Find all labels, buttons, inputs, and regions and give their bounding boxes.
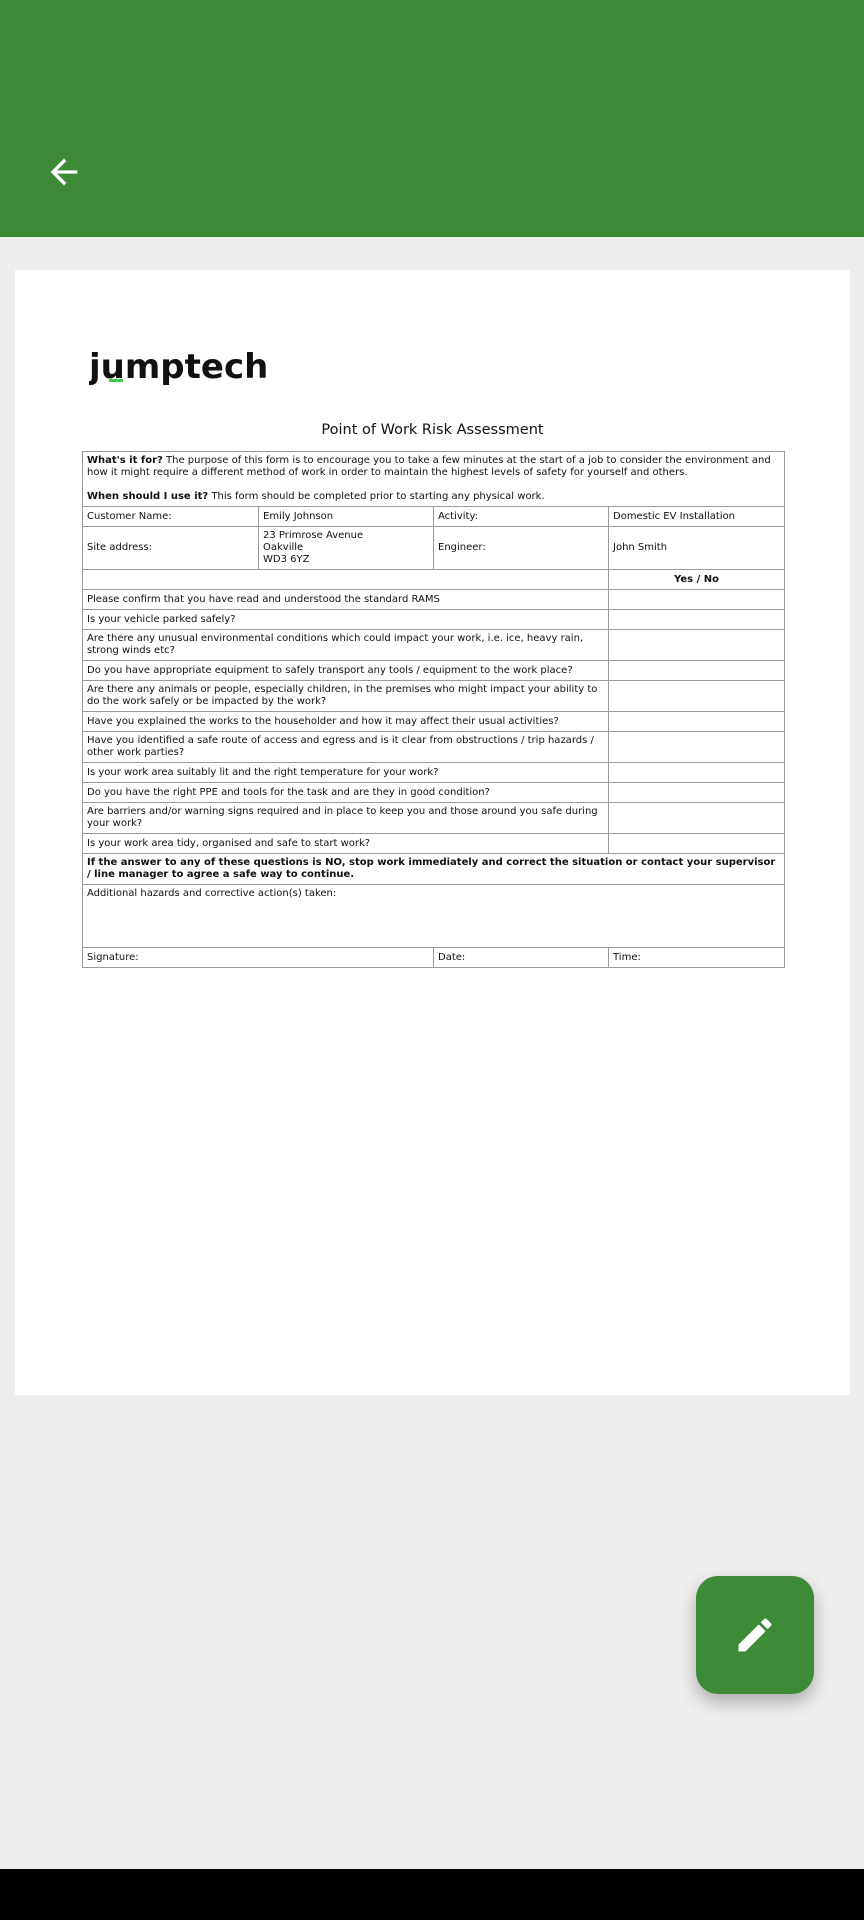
yes-no-header: Yes / No [609, 570, 785, 590]
signature-row [83, 948, 785, 968]
answer-cell[interactable] [609, 712, 785, 732]
answer-cell[interactable] [609, 732, 785, 763]
answer-cell[interactable] [609, 783, 785, 803]
back-button[interactable] [36, 144, 92, 200]
risk-assessment-form [82, 451, 785, 968]
answer-cell[interactable] [609, 590, 785, 610]
site-value: 23 Primrose Avenue Oakville WD3 6YZ [259, 527, 434, 570]
answer-cell[interactable] [609, 834, 785, 854]
answer-cell[interactable] [609, 763, 785, 783]
question-row: Have you identified a safe route of access and egress and is it clear from obstructions / trip hazards / other work parties? [83, 732, 785, 763]
additional-hazards-row [83, 885, 785, 948]
intro-what: What's it for? The purpose of this form is to encourage you to take a few minutes at the start of a job to consider the environment and how it might require a different method of work in order to maintain the highest levels of safety for yourself and others. [87, 455, 771, 478]
question-row: Are there any unusual environmental conditions which could impact your work, i.e. ice, heavy rain, strong winds etc? [83, 630, 785, 661]
question-row: Are there any animals or people, especially children, in the premises who might impact your ability to do the work safely or be impacted by the work? [83, 681, 785, 712]
edit-button[interactable] [696, 1576, 814, 1694]
question-row: Is your vehicle parked safely? [83, 610, 785, 630]
customer-row [83, 507, 785, 527]
activity-value: Domestic EV Installation [609, 507, 785, 527]
warning-row [83, 854, 785, 885]
app-bar [0, 0, 864, 237]
answer-cell[interactable] [609, 681, 785, 712]
answer-cell[interactable] [609, 661, 785, 681]
jumptech-logo [89, 340, 269, 392]
activity-label: Activity: [434, 507, 609, 527]
document-page [15, 270, 850, 1395]
intro-row [83, 452, 785, 507]
time-field[interactable]: Time: [609, 948, 785, 968]
question-row: Are barriers and/or warning signs required and in place to keep you and those around you safe during your work? [83, 803, 785, 834]
signature-field[interactable]: Signature: [83, 948, 434, 968]
answer-cell[interactable] [609, 610, 785, 630]
intro-when: When should I use it? This form should be completed prior to starting any physical work. [87, 491, 545, 502]
site-row [83, 527, 785, 570]
date-field[interactable]: Date: [434, 948, 609, 968]
customer-value: Emily Johnson [259, 507, 434, 527]
document-title: Point of Work Risk Assessment [321, 422, 544, 438]
engineer-value: John Smith [609, 527, 785, 570]
stop-work-warning: If the answer to any of these questions is NO, stop work immediately and correct the situation or contact your supervisor / line manager to agree a safe way to continue. [83, 854, 785, 885]
customer-label: Customer Name: [83, 507, 259, 527]
question-row: Please confirm that you have read and understood the standard RAMS [83, 590, 785, 610]
site-label: Site address: [83, 527, 259, 570]
arrow-left-icon [44, 152, 84, 192]
question-row: Is your work area tidy, organised and safe to start work? [83, 834, 785, 854]
svg-text:jumptech: jumptech [89, 347, 269, 387]
answer-cell[interactable] [609, 630, 785, 661]
pencil-icon [733, 1613, 777, 1657]
engineer-label: Engineer: [434, 527, 609, 570]
question-row: Is your work area suitably lit and the right temperature for your work? [83, 763, 785, 783]
question-row: Do you have appropriate equipment to safely transport any tools / equipment to the work place? [83, 661, 785, 681]
answer-cell[interactable] [609, 803, 785, 834]
additional-hazards-field[interactable]: Additional hazards and corrective action(s) taken: [83, 885, 785, 948]
question-row: Have you explained the works to the householder and how it may affect their usual activities? [83, 712, 785, 732]
yes-no-header-row [83, 570, 785, 590]
question-row: Do you have the right PPE and tools for the task and are they in good condition? [83, 783, 785, 803]
system-navigation-bar [0, 1869, 864, 1920]
